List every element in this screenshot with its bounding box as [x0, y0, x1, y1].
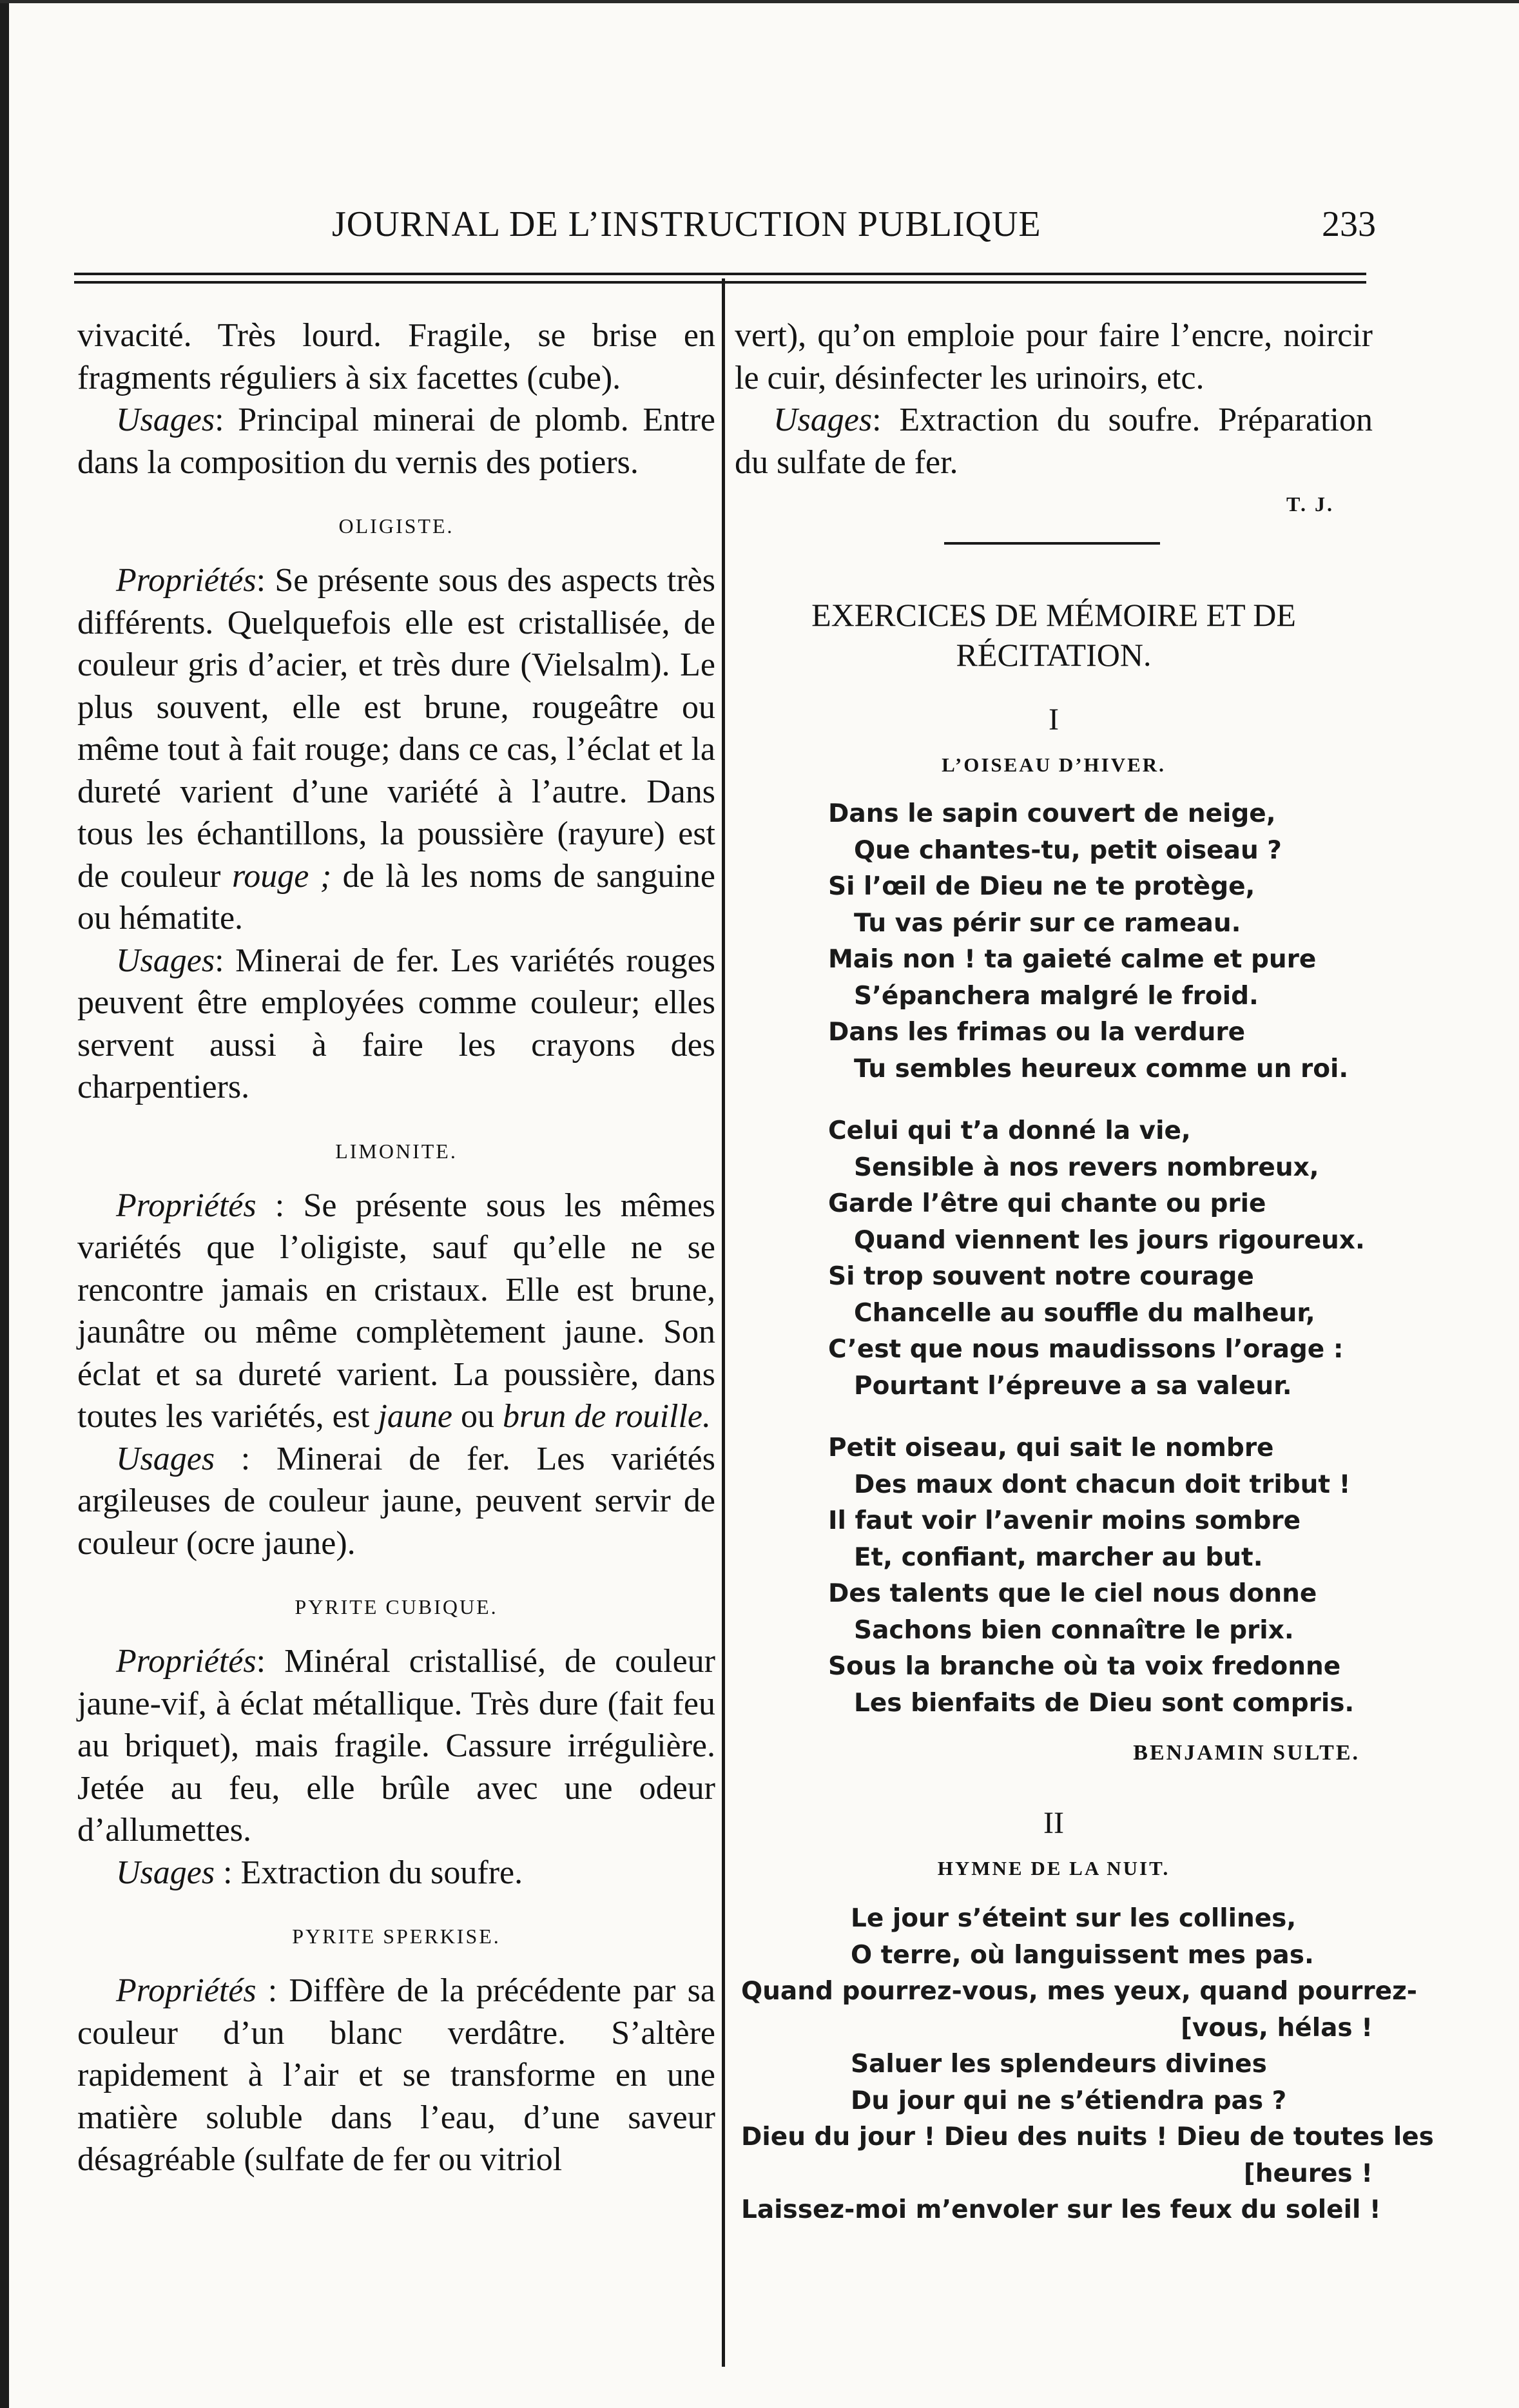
usages-text: : Extraction du soufre. Préparation du sulfate de fer. — [735, 402, 1373, 481]
running-title: JOURNAL DE L’INSTRUCTION PUBLIQUE — [332, 204, 1041, 244]
italic-term: brun de rouille. — [502, 1398, 711, 1435]
properties-label: Propriétés — [116, 1972, 256, 2009]
poem-line: Dans le sapin couvert de neige, — [828, 799, 1276, 828]
poem-line-continuation: [vous, hélas ! — [1181, 2013, 1373, 2043]
usages-text: : Minerai de fer. Les variétés rouges peuvent être employées comme couleur; elles servent aussi à faire les crayons des charpentiers. — [77, 942, 715, 1105]
poem-line: Sous la branche où ta voix fredonne — [828, 1652, 1341, 1681]
poem-line: Pourtant l’épreuve a sa valeur. — [854, 1371, 1292, 1401]
oligiste-properties — [77, 559, 715, 940]
poem-line: Tu sembles heureux comme un roi. — [854, 1054, 1349, 1083]
pyrite-sperkise-properties — [77, 1970, 715, 2181]
poem-line: Saluer les splendeurs divines — [851, 2050, 1267, 2079]
poem-title: HYMNE DE LA NUIT. — [937, 1857, 1170, 1879]
pyrite-cubique-properties — [77, 1640, 715, 1852]
subheading-oligiste: OLIGISTE. — [338, 514, 454, 538]
poem-line: Sensible à nos revers nombreux, — [854, 1152, 1319, 1182]
usages-label: Usages — [773, 402, 873, 438]
poem-title: L’OISEAU D’HIVER. — [942, 753, 1166, 776]
properties-label: Propriétés — [116, 562, 256, 599]
usages-label: Usages — [116, 942, 215, 979]
properties-text: : Diffère de la précédente par sa couleur d’un blanc verdâtre. S’altère rapidement à l’air et se transforme en une matière soluble dans l’eau, d’une saveur désagréable (sulfate de fer ou vitriol — [77, 1972, 715, 2178]
italic-term: rouge ; — [231, 857, 332, 895]
properties-text: : Minéral cristallisé, de couleur jaune-vif, à éclat métallique. Très dure (fait feu au briquet), mais fragile. Cassure irrégulière. Jetée au feu, elle brûle avec une odeur d’allumettes. — [77, 1643, 715, 1849]
section-title: EXERCICES DE MÉMOIRE ET DE RÉCITATION. — [811, 597, 1296, 673]
poem-numeral: I — [1049, 703, 1059, 737]
stanza — [828, 1430, 1373, 1722]
poem-line: Le jour s’éteint sur les collines, — [851, 1904, 1297, 1933]
poem-hymne-nuit — [735, 1901, 1434, 2229]
poem-line: Des maux dont chacun doit tribut ! — [854, 1470, 1351, 1499]
subheading-pyrite-sperkise: PYRITE SPERKISE. — [292, 1925, 501, 1948]
paragraph: vivacité. Très lourd. Fragile, se brise en fragments réguliers à six facettes (cube). — [77, 317, 715, 396]
poem-line-continuation: [heures ! — [1243, 2159, 1373, 2188]
poem-line: Et, confiant, marcher au but. — [854, 1542, 1263, 1572]
header-rule-top — [74, 273, 1366, 275]
running-head — [74, 204, 1376, 249]
poem-line: C’est que nous maudissons l’orage : — [828, 1335, 1344, 1364]
poem-line: Petit oiseau, qui sait le nombre — [828, 1433, 1274, 1462]
poem-line: Si l’œil de Dieu ne te protège, — [828, 872, 1255, 901]
properties-text-mid: ou — [452, 1398, 503, 1435]
poem-line: Dieu du jour ! Dieu des nuits ! Dieu de toutes les — [741, 2122, 1434, 2151]
poem-line: Mais non ! ta gaieté calme et pure — [828, 945, 1317, 974]
poem-line: Laissez-moi m’envoler sur les feux du soleil ! — [741, 2195, 1381, 2224]
section-rule — [944, 542, 1160, 545]
poem-line: Quand viennent les jours rigoureux. — [854, 1225, 1365, 1255]
pyrite-cubique-usages — [77, 1852, 715, 1894]
poem-line: Sachons bien connaître le prix. — [854, 1615, 1294, 1645]
italic-term: jaune — [378, 1398, 452, 1435]
poem-line: S’épanchera malgré le froid. — [854, 981, 1259, 1011]
right-column — [735, 315, 1434, 2229]
usages-paragraph — [735, 399, 1373, 483]
properties-text-end: de là les noms de sanguine ou hématite. — [77, 857, 715, 937]
poem-line: Garde l’être qui chante ou prie — [828, 1189, 1266, 1218]
poem-author: BENJAMIN SULTE. — [1133, 1741, 1360, 1765]
column-separator — [722, 278, 725, 2367]
poem-line: Quand pourrez-vous, mes yeux, quand pourrez- — [741, 1977, 1417, 2006]
poem-line: Du jour qui ne s’étiendra pas ? — [851, 2086, 1287, 2115]
poem-numeral: II — [1043, 1806, 1064, 1840]
scan-left-edge — [0, 0, 9, 2408]
poem-line: Chancelle au souffle du malheur, — [854, 1298, 1315, 1328]
properties-text: : Se présente sous les mêmes variétés que l’oligiste, sauf qu’elle ne se rencontre jamais en cristaux. Elle est brune, jaunâtre ou même complètement jaune. Son éclat et sa dureté varient. La poussière, dans toutes les variétés, est — [77, 1187, 715, 1435]
usages-text: : Extraction du soufre. — [215, 1854, 523, 1891]
scan-top-edge — [0, 0, 1519, 3]
poem-line: Celui qui t’a donné la vie, — [828, 1116, 1191, 1145]
properties-text: : Se présente sous des aspects très différents. Quelquefois elle est cristallisée, de couleur gris d’acier, et très dure (Vielsalm). Le plus souvent, elle est brune, rougeâtre ou même tout à fait rouge; dans ce cas, l’éclat et la dureté varient d’une variété à l’autre. Dans tous les échantillons, la poussière (rayure) est de couleur — [77, 562, 715, 895]
limonite-properties — [77, 1185, 715, 1438]
stanza — [828, 796, 1373, 1087]
usages-label: Usages — [116, 402, 215, 438]
poem-oiseau-hiver — [735, 796, 1373, 1722]
poem-line: Que chantes-tu, petit oiseau ? — [854, 835, 1282, 865]
author-initials: T. J. — [1286, 492, 1334, 516]
usages-text: : Minerai de fer. Les variétés argileuses de couleur jaune, peuvent servir de couleur (ocre jaune). — [77, 1440, 715, 1562]
properties-label: Propriétés — [116, 1643, 256, 1680]
oligiste-usages — [77, 940, 715, 1109]
stanza — [828, 1113, 1373, 1404]
poem-line: Des talents que le ciel nous donne — [828, 1579, 1317, 1608]
page-number: 233 — [1322, 204, 1376, 244]
usages-label: Usages — [116, 1440, 215, 1477]
properties-label: Propriétés — [116, 1187, 256, 1224]
usages-label: Usages — [116, 1854, 215, 1891]
subheading-limonite: LIMONITE. — [335, 1139, 458, 1163]
limonite-usages — [77, 1438, 715, 1565]
poem-line: Il faut voir l’avenir moins sombre — [828, 1506, 1301, 1535]
left-column — [77, 315, 715, 2181]
poem-line: Les bienfaits de Dieu sont compris. — [854, 1688, 1355, 1718]
subheading-pyrite-cubique: PYRITE CUBIQUE. — [295, 1595, 498, 1618]
usages-text: : Principal minerai de plomb. Entre dans la composition du vernis des potiers. — [77, 402, 715, 481]
poem-line: O terre, où languissent mes pas. — [851, 1940, 1314, 1970]
poem-line: Tu vas périr sur ce rameau. — [854, 908, 1241, 938]
paragraph: vert), qu’on emploie pour faire l’encre, noircir le cuir, désinfecter les urinoirs, etc. — [735, 317, 1373, 396]
poem-line: Dans les frimas ou la verdure — [828, 1018, 1246, 1047]
header-rule-bottom — [74, 281, 1366, 284]
poem-line: Si trop souvent notre courage — [828, 1262, 1254, 1291]
usages-paragraph — [77, 399, 715, 483]
